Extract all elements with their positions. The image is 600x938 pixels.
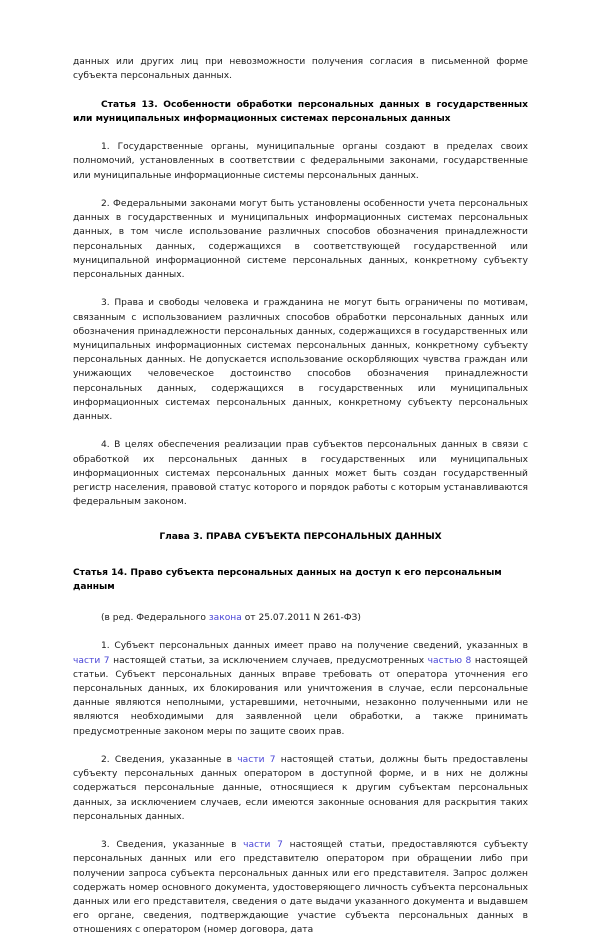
article-13-item-1: 1. Государственные органы, муниципальные органы создают в пределах своих полномочий, установленных в соответствии с федеральными законами, государственные или муниципальные информационные системы персональных данных. — [73, 142, 528, 181]
revision-note-suffix: от 25.07.2011 N 261-ФЗ) — [241, 613, 361, 624]
article-13-item-3: 3. Права и свободы человека и гражданина не могут быть ограничены по мотивам, связанным с использованием различных способов обработки персональных данных или обозначения принадлежности персональных данных, содержащихся в государственных или муниципальных информационных системах персональных данных, конкретному субъекту персональных данных. Не допускается использование оскорбляющих чувства граждан или унижающих человеческое достоинство способов обозначения принадлежности персональных данных, содержащихся в государственных или муниципальных информационных системах персональных данных, конкретному субъекту персональных данных. — [73, 298, 528, 423]
article-14-revision-note — [73, 611, 528, 625]
article-13-heading: Статья 13. Особенности обработки персональных данных в государственных или муниципальных информационных системах персональных данных — [73, 99, 528, 124]
document-body — [73, 55, 528, 938]
part-8-link[interactable]: частью 8 — [427, 655, 472, 666]
article-14-item-1 — [73, 639, 528, 738]
part-7-link[interactable]: части 7 — [73, 655, 110, 666]
federal-law-link[interactable]: закона — [208, 613, 242, 624]
item-1-segment-2: настоящей статьи, за исключением случаев, предусмотренных — [109, 655, 428, 666]
part-7-link[interactable]: части 7 — [243, 840, 283, 851]
article-13-item-4: 4. В целях обеспечения реализации прав субъектов персональных данных в связи с обработкой их персональных данных в государственных или муниципальных информационных системах персональных данных может быть создан государственный регистр населения, правовой статус которого и порядок работы с которым устанавливаются федеральным законом. — [73, 440, 528, 508]
item-1-segment-1: 1. Субъект персональных данных имеет право на получение сведений, указанных в — [101, 641, 528, 652]
item-1-segment-3: настоящей статьи. Субъект персональных данных вправе требовать от оператора уточнения его персональных данных, их блокирования или уничтожения в случае, если персональные данные являются неполными, устаревшими, неточными, незаконно полученными или не являются необходимыми для заявленной цели обработки, а также принимать предусмотренные законом меры по защите своих прав. — [73, 655, 528, 737]
item-2-segment-2: настоящей статьи, должны быть предоставлены субъекту персональных данных оператором в доступной форме, и в них не должны содержаться персональные данные, относящиеся к другим субъектам персональных данных, за исключением случаев, если имеются законные основания для раскрытия таких персональных данных. — [73, 755, 528, 822]
revision-note-prefix: (в ред. Федерального — [101, 613, 209, 624]
article-14-item-3 — [73, 838, 528, 937]
item-3-segment-1: 3. Сведения, указанные в — [101, 840, 244, 851]
article-14-item-2 — [73, 753, 528, 824]
continued-paragraph: данных или других лиц при невозможности получения согласия в письменной форме субъекта персональных данных. — [73, 57, 528, 82]
chapter-3-heading: Глава 3. ПРАВА СУБЪЕКТА ПЕРСОНАЛЬНЫХ ДАННЫХ — [159, 532, 442, 543]
article-14-heading: Статья 14. Право субъекта персональных данных на доступ к его персональным данным — [73, 567, 502, 592]
item-2-segment-1: 2. Сведения, указанные в — [101, 755, 238, 766]
article-13-item-2: 2. Федеральными законами могут быть установлены особенности учета персональных данных в государственных и муниципальных информационных системах персональных данных, в том числе использование различных способов обозначения принадлежности персональных данных, содержащихся в соответствующей государственной или муниципальной информационной системе персональных данных, конкретному субъекту персональных данных. — [73, 198, 528, 280]
part-7-link[interactable]: части 7 — [237, 755, 276, 766]
item-3-segment-2: настоящей статьи, предоставляются субъекту персональных данных или его представителю оператором при обращении либо при получении запроса субъекта персональных данных или его представителя. Запрос должен содержать номер основного документа, удостоверяющего личность субъекта персональных данных или его представителя, сведения о дате выдачи указанного документа и выдавшем его органе, сведения, подтверждающие участие субъекта персональных данных в отношениях с оператором (номер договора, дата — [73, 840, 528, 936]
